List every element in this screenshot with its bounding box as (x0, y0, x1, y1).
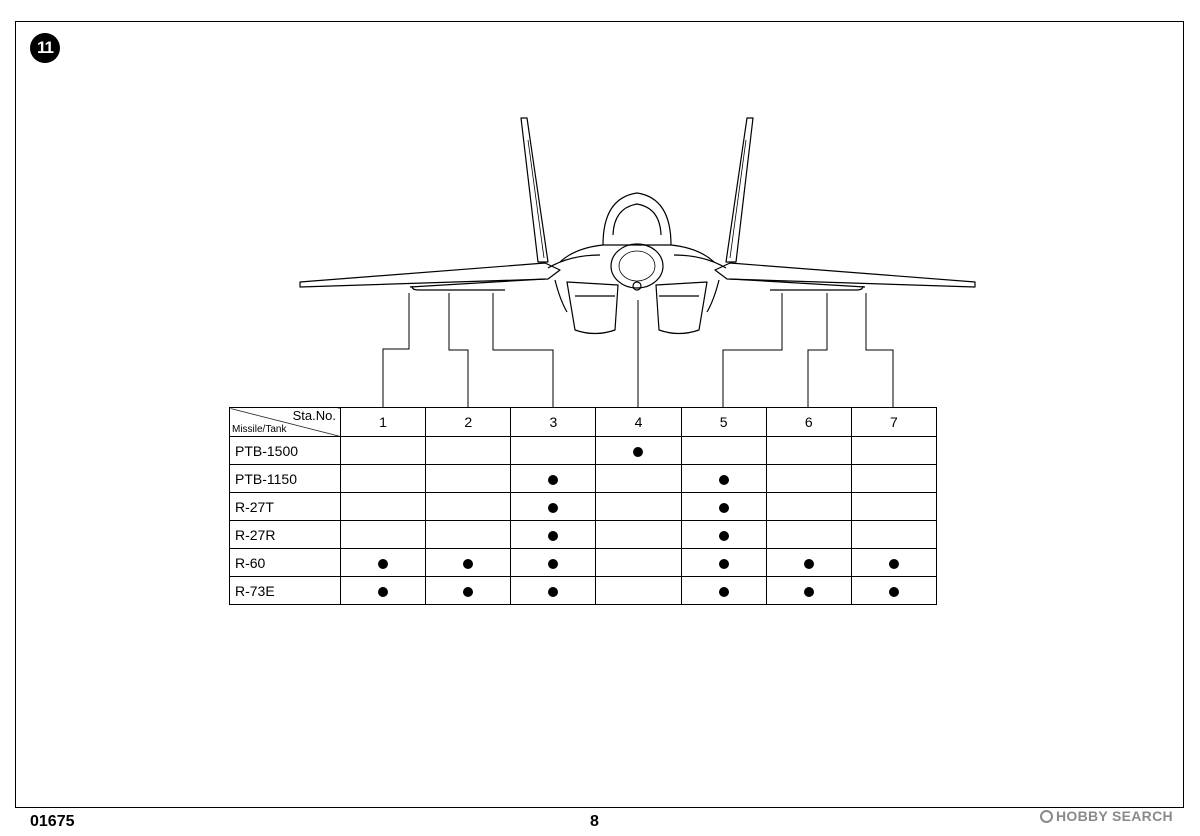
station-1-leader (383, 293, 409, 408)
station-header: 5 (681, 408, 766, 437)
station-cell (341, 521, 426, 549)
compatible-dot-icon (889, 559, 899, 569)
canopy (603, 193, 671, 245)
station-cell (341, 437, 426, 465)
station-header: 7 (851, 408, 936, 437)
compatible-dot-icon (378, 559, 388, 569)
station-7-leader (866, 293, 893, 408)
watermark-text: HOBBY SEARCH (1056, 808, 1173, 824)
right-wing (715, 263, 975, 287)
station-cell (681, 549, 766, 577)
page-number: 8 (590, 813, 599, 830)
compatible-dot-icon (719, 587, 729, 597)
weapon-label: R-27T (230, 493, 341, 521)
station-cell (341, 577, 426, 605)
compatible-dot-icon (804, 587, 814, 597)
table-row (230, 577, 937, 605)
station-cell (596, 549, 681, 577)
station-number-heading: Sta.No. (292, 408, 336, 423)
station-cell (511, 521, 596, 549)
compatible-dot-icon (804, 559, 814, 569)
station-header: 1 (341, 408, 426, 437)
station-cell (341, 465, 426, 493)
product-code: 01675 (30, 813, 75, 830)
station-cell (851, 577, 936, 605)
weapon-label: PTB-1150 (230, 465, 341, 493)
compatible-dot-icon (633, 447, 643, 457)
station-3-leader (493, 293, 553, 408)
watermark-logo-icon (1040, 810, 1053, 823)
compatible-dot-icon (548, 503, 558, 513)
station-cell (681, 437, 766, 465)
station-6-leader (808, 293, 827, 408)
station-cell (511, 549, 596, 577)
station-cell (681, 577, 766, 605)
station-cell (426, 493, 511, 521)
station-header: 2 (426, 408, 511, 437)
compatible-dot-icon (548, 475, 558, 485)
station-header: 6 (766, 408, 851, 437)
station-header: 3 (511, 408, 596, 437)
table-row (230, 437, 937, 465)
station-cell (596, 493, 681, 521)
compatible-dot-icon (719, 531, 729, 541)
watermark (1040, 808, 1173, 824)
step-number-badge: 11 (30, 33, 60, 63)
compatible-dot-icon (378, 587, 388, 597)
station-cell (511, 465, 596, 493)
station-header: 4 (596, 408, 681, 437)
compatible-dot-icon (719, 559, 729, 569)
compatible-dot-icon (463, 559, 473, 569)
station-cell (681, 465, 766, 493)
table-row (230, 549, 937, 577)
left-intake (567, 282, 618, 334)
station-cell (511, 493, 596, 521)
weapon-label: R-73E (230, 577, 341, 605)
missile-tank-heading: Missile/Tank (232, 424, 287, 435)
station-cell (681, 493, 766, 521)
weapon-label: R-60 (230, 549, 341, 577)
station-cell (426, 521, 511, 549)
table-header-row (230, 408, 937, 437)
station-cell (851, 493, 936, 521)
table-row (230, 465, 937, 493)
station-cell (766, 549, 851, 577)
loadout-table-body (230, 437, 937, 605)
station-cell (511, 437, 596, 465)
station-cell (596, 577, 681, 605)
station-5-leader (723, 293, 782, 408)
compatible-dot-icon (719, 503, 729, 513)
compatible-dot-icon (463, 587, 473, 597)
compatible-dot-icon (719, 475, 729, 485)
station-cell (426, 577, 511, 605)
station-cell (766, 577, 851, 605)
station-cell (426, 437, 511, 465)
right-intake (656, 282, 707, 334)
compatible-dot-icon (548, 587, 558, 597)
station-cell (851, 549, 936, 577)
compatible-dot-icon (889, 587, 899, 597)
loadout-table (229, 407, 937, 605)
table-row (230, 521, 937, 549)
station-2-leader (449, 293, 468, 408)
station-cell (596, 437, 681, 465)
station-cell (596, 465, 681, 493)
station-cell (851, 465, 936, 493)
station-cell (766, 521, 851, 549)
station-cell (426, 465, 511, 493)
weapon-label: R-27R (230, 521, 341, 549)
weapon-label: PTB-1500 (230, 437, 341, 465)
table-row (230, 493, 937, 521)
station-cell (341, 493, 426, 521)
station-cell (596, 521, 681, 549)
station-cell (766, 493, 851, 521)
station-cell (426, 549, 511, 577)
table-corner-cell (230, 408, 341, 437)
station-cell (511, 577, 596, 605)
station-cell (766, 465, 851, 493)
station-cell (341, 549, 426, 577)
station-cell (851, 437, 936, 465)
compatible-dot-icon (548, 531, 558, 541)
station-leader-lines (383, 293, 893, 408)
left-wing (300, 263, 560, 287)
station-cell (851, 521, 936, 549)
compatible-dot-icon (548, 559, 558, 569)
station-cell (766, 437, 851, 465)
station-cell (681, 521, 766, 549)
